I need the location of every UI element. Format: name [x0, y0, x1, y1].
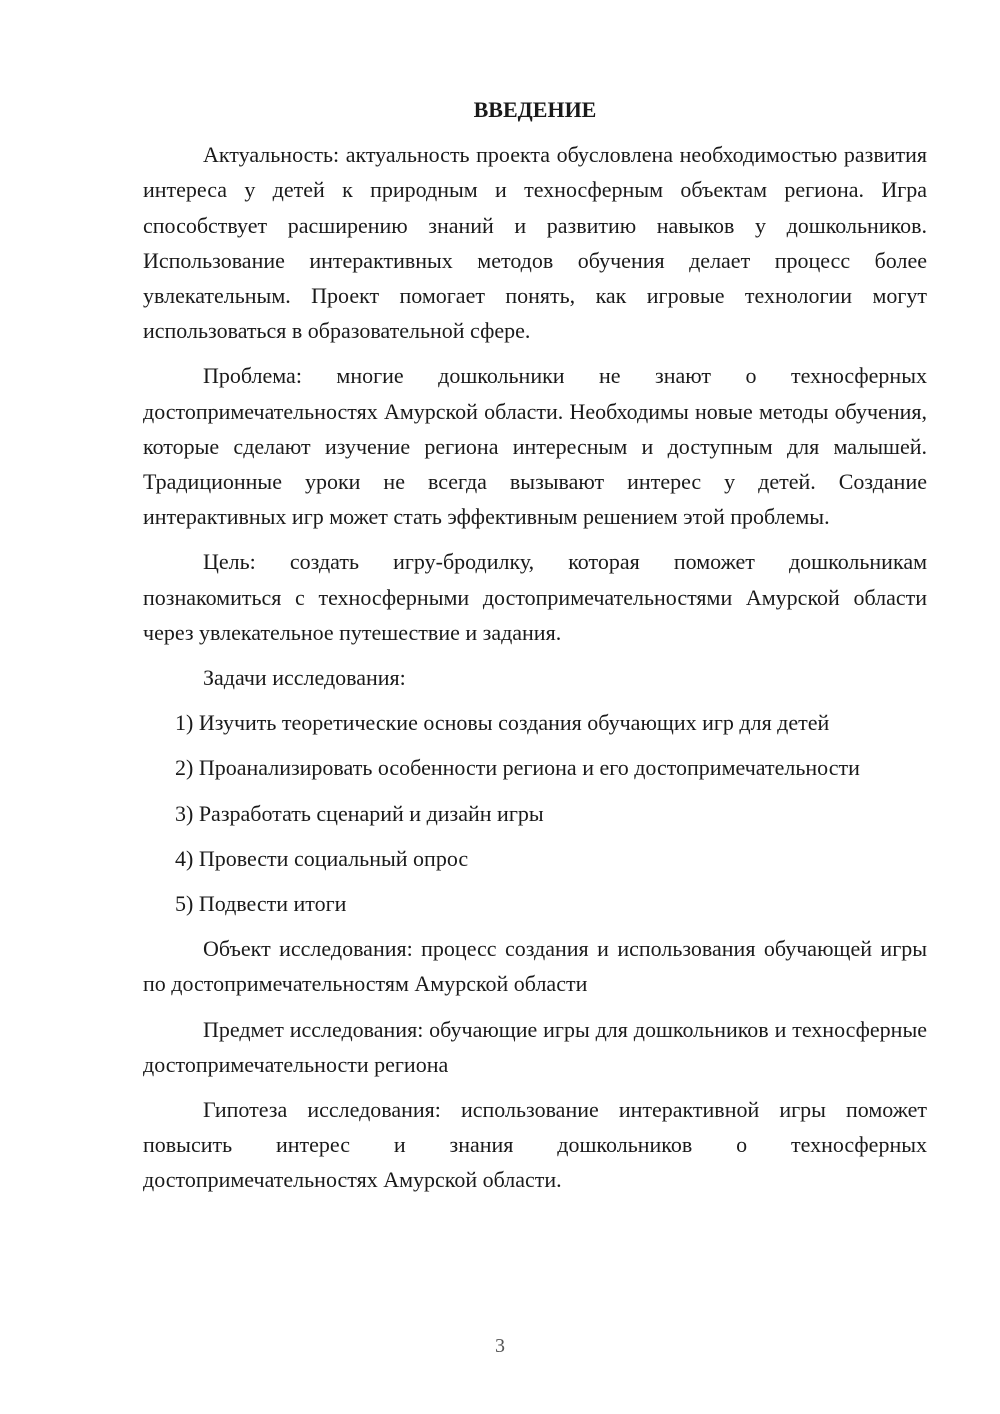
task-item-4: 4) Провести социальный опрос — [175, 845, 469, 871]
task-item-1: 1) Изучить теоретические основы создания обучающих игр для детей — [175, 710, 830, 736]
paragraph-subject: Предмет исследования: обучающие игры для дошкольников и техносферные достопримечательности региона — [143, 1016, 927, 1077]
paragraph-problem: Проблема: многие дошкольники не знают о техносферных достопримечательностях Амурской области. Необходимы новые методы обучения, которые сделают изучение региона интересным и доступным для малышей. Традиционные уроки не всегда вызывают интерес у детей. Создание интерактивных игр может стать эффективным решением этой проблемы. — [143, 363, 927, 530]
task-item-5: 5) Подвести итоги — [175, 891, 347, 917]
task-item-2: 2) Проанализировать особенности региона и его достопримечательности — [175, 755, 860, 781]
tasks-heading: Задачи исследования: — [203, 665, 406, 691]
task-item-3: 3) Разработать сценарий и дизайн игры — [175, 800, 544, 826]
document-body — [143, 92, 927, 1208]
paragraph-relevance: Актуальность: актуальность проекта обусловлена необходимостью развития интереса у детей к природным и техносферным объектам региона. Игра способствует расширению знаний и развитию навыков у дошкольников. Использование интерактивных методов обучения делает процесс более увлекательным. Проект помогает понять, как игровые технологии могут использоваться в образовательной сфере. — [143, 142, 927, 344]
section-title: ВВЕДЕНИЕ — [473, 97, 597, 122]
paragraph-object: Объект исследования: процесс создания и использования обучающей игры по достопримечательностям Амурской области — [143, 936, 927, 997]
paragraph-hypothesis: Гипотеза исследования: использование интерактивной игры поможет повысить интерес и знания дошкольников о техносферных достопримечательностях Амурской области. — [143, 1097, 927, 1193]
page-number: 3 — [495, 1335, 505, 1357]
paragraph-goal: Цель: создать игру-бродилку, которая поможет дошкольникам познакомиться с техносферными достопримечательностями Амурской области через увлекательное путешествие и задания. — [143, 549, 927, 645]
